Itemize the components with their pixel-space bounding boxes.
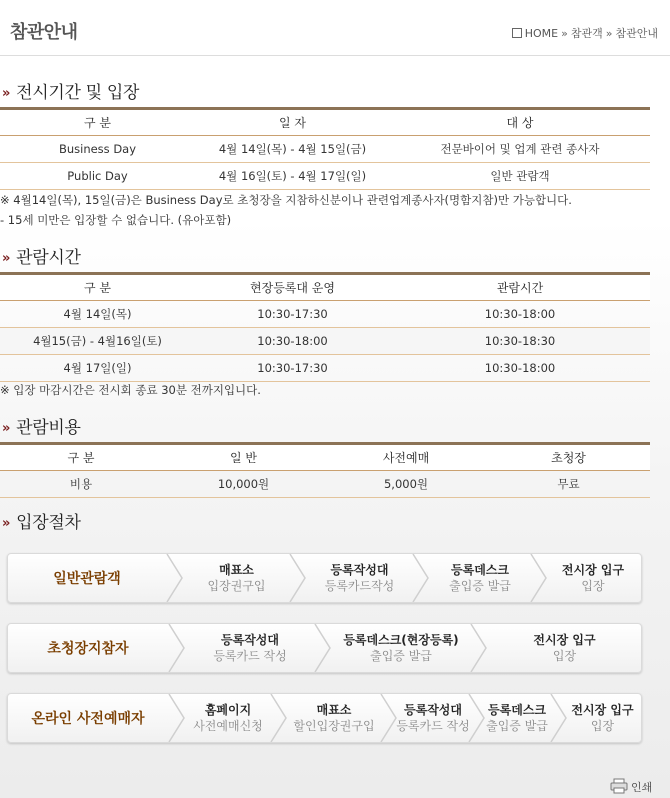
procedure-step — [332, 624, 470, 672]
procedure-step — [545, 554, 641, 602]
table-cell: 4월 17일(일) — [0, 355, 195, 382]
section-title-text: 관람시간 — [16, 248, 81, 268]
section-title-text: 전시기간 및 입장 — [16, 83, 140, 103]
step-arrow-icon — [168, 624, 186, 672]
column-header: 구 분 — [0, 109, 195, 136]
table-header-row — [0, 109, 650, 136]
step-arrow-icon — [412, 554, 430, 602]
procedure-lead: 초청장지참자 — [47, 641, 129, 657]
column-header: 구 분 — [0, 444, 162, 471]
procedure-online-preorder — [7, 693, 642, 743]
table-row — [0, 163, 650, 190]
step-title: 등록작성대 — [330, 563, 389, 577]
step-desc: 출입증 발급 — [486, 719, 548, 733]
step-title: 매표소 — [316, 703, 352, 717]
step-title: 홈페이지 — [204, 703, 252, 717]
step-desc: 사전예매신청 — [193, 719, 263, 733]
procedure-general-visitor — [7, 553, 642, 603]
table-cell: Public Day — [0, 163, 195, 190]
section-title-text: 관람비용 — [16, 418, 81, 438]
step-title: 등록작성대 — [221, 633, 279, 647]
procedure-step — [476, 694, 558, 742]
section-title-hours — [2, 243, 81, 268]
step-desc: 입장 — [590, 719, 615, 733]
table-cell: 10:30-18:00 — [390, 301, 650, 328]
column-header: 초청장 — [487, 444, 650, 471]
procedure-invitation-holder — [7, 623, 642, 673]
procedure-step — [488, 624, 641, 672]
section-title-text: 입장절차 — [16, 513, 81, 533]
column-header: 일 반 — [162, 444, 325, 471]
table-cell: 일반 관람객 — [390, 163, 650, 190]
procedure-step — [284, 694, 384, 742]
home-icon — [512, 28, 522, 38]
step-desc: 등록카드 작성 — [396, 719, 470, 733]
closing-time-note: ※ 입장 마감시간은 전시회 종료 30분 전까지입니다. — [0, 383, 261, 397]
table-cell: 10:30-18:00 — [195, 328, 390, 355]
step-desc: 등록카드작성 — [324, 579, 395, 593]
procedure-step — [307, 554, 412, 602]
table-cell: 4월 14일(목) - 4월 15일(금) — [195, 136, 390, 163]
printer-icon — [610, 778, 628, 794]
column-header: 일 자 — [195, 109, 390, 136]
step-title: 등록데스크(현장등록) — [343, 633, 459, 647]
step-title: 매표소 — [219, 563, 254, 577]
step-desc: 등록카드 작성 — [213, 649, 287, 663]
step-desc: 입장 — [581, 579, 605, 593]
step-desc: 출입증 발급 — [449, 579, 511, 593]
column-header: 사전예매 — [325, 444, 487, 471]
procedure-lead: 온라인 사전예매자 — [31, 711, 145, 727]
section-title-fees — [2, 413, 81, 438]
step-arrow-icon — [289, 554, 307, 602]
table-row — [0, 301, 650, 328]
step-arrow-icon — [314, 624, 332, 672]
fees-table — [0, 442, 650, 498]
breadcrumb-separator-icon: » — [561, 27, 568, 40]
breadcrumb-separator-icon: » — [605, 27, 613, 40]
double-chevron-icon: » — [2, 251, 11, 266]
step-desc: 할인입장권구입 — [293, 719, 375, 733]
table-cell: 4월15(금) - 4월16일(토) — [0, 328, 195, 355]
step-title: 전시장 입구 — [561, 563, 625, 577]
table-cell: 10:30-18:00 — [390, 355, 650, 382]
breadcrumb — [512, 25, 658, 41]
section-title-period — [2, 78, 139, 103]
business-day-note: ※ 4월14일(목), 15일(금)은 Business Day로 초청장을 지참하신분이나 관련업계종사자(명함지참)만 가능합니다. — [0, 193, 572, 207]
table-cell: 5,000원 — [325, 471, 487, 498]
step-title: 등록작성대 — [404, 703, 462, 717]
table-header-row — [0, 444, 650, 471]
breadcrumb-current: 참관안내 — [615, 27, 658, 40]
title-divider — [0, 55, 670, 56]
double-chevron-icon: » — [2, 86, 11, 101]
table-header-row — [0, 274, 650, 301]
table-row — [0, 355, 650, 382]
column-header: 대 상 — [390, 109, 650, 136]
table-row — [0, 328, 650, 355]
column-header: 관람시간 — [390, 274, 650, 301]
table-row — [0, 136, 650, 163]
table-cell: 4월 16일(토) - 4월 17일(일) — [195, 163, 390, 190]
table-cell: Business Day — [0, 136, 195, 163]
table-cell: 비용 — [0, 471, 162, 498]
print-label[interactable]: 인쇄 — [631, 781, 653, 794]
procedure-lead: 일반관람객 — [53, 571, 121, 587]
procedure-step — [388, 694, 478, 742]
step-title: 전시장 입구 — [571, 703, 634, 717]
page-title: 참관안내 — [10, 22, 78, 43]
period-table — [0, 107, 650, 190]
procedure-step — [184, 694, 272, 742]
step-desc: 출입증 발급 — [370, 649, 432, 663]
breadcrumb-home[interactable]: HOME — [524, 27, 559, 40]
step-title: 등록데스크 — [451, 563, 509, 577]
procedure-step — [184, 554, 289, 602]
age-limit-note: - 15세 미만은 입장할 수 없습니다. (유아포함) — [0, 213, 232, 227]
step-title: 전시장 입구 — [533, 633, 596, 647]
procedure-step — [430, 554, 530, 602]
double-chevron-icon: » — [2, 516, 11, 531]
procedure-step — [564, 694, 641, 742]
table-cell: 10:30-17:30 — [195, 301, 390, 328]
table-cell: 10,000원 — [162, 471, 325, 498]
step-desc: 입장 — [552, 649, 577, 663]
column-header: 구 분 — [0, 274, 195, 301]
table-cell: 10:30-17:30 — [195, 355, 390, 382]
table-cell: 전문바이어 및 업계 관련 종사자 — [390, 136, 650, 163]
step-arrow-icon — [470, 624, 488, 672]
table-cell: 무료 — [487, 471, 650, 498]
step-title: 등록데스크 — [488, 703, 546, 717]
breadcrumb-visitors[interactable]: 참관객 — [570, 27, 603, 40]
column-header: 현장등록대 운영 — [195, 274, 390, 301]
section-title-procedure — [2, 508, 81, 533]
print-button[interactable] — [610, 775, 652, 795]
step-arrow-icon — [166, 554, 184, 602]
table-cell: 10:30-18:30 — [390, 328, 650, 355]
table-row — [0, 471, 650, 498]
table-cell: 4월 14일(목) — [0, 301, 195, 328]
hours-table — [0, 272, 650, 382]
double-chevron-icon: » — [2, 421, 11, 436]
step-desc: 입장권구입 — [207, 579, 266, 593]
procedure-step — [186, 624, 314, 672]
